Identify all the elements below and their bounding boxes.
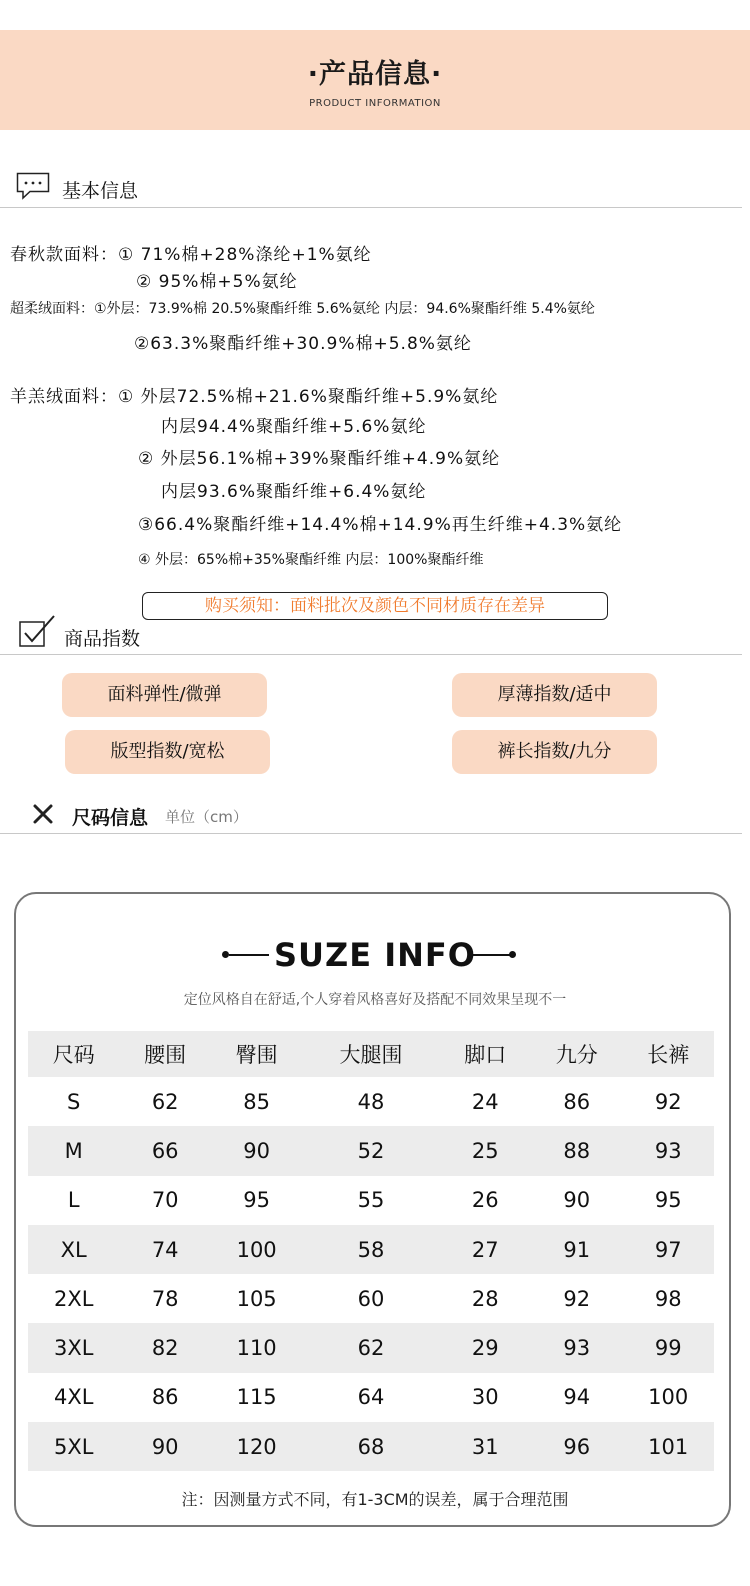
cell: 62 (302, 1323, 439, 1372)
table-row (28, 1422, 714, 1471)
cell: 115 (236, 1385, 277, 1410)
column-header: 长裤 (622, 1031, 714, 1077)
cell: 100 (648, 1385, 689, 1410)
table-row (28, 1373, 714, 1422)
cell: 52 (302, 1126, 439, 1175)
index-pill-fit: 版型指数/宽松 (65, 730, 270, 774)
cell: 26 (471, 1188, 499, 1213)
divider (0, 207, 742, 208)
column-header: 臀围 (211, 1031, 302, 1077)
cell: 82 (119, 1323, 210, 1372)
table-row (28, 1274, 714, 1323)
fabric-line: 内层93.6%聚酯纤维+6.4%氨纶 (161, 482, 427, 502)
cell: 27 (440, 1225, 531, 1274)
cell: XL (28, 1225, 119, 1274)
fabric-line: 春秋款面料：① 71%棉+28%涤纶+1%氨纶 (10, 245, 372, 265)
purchase-notice: 购买须知：面料批次及颜色不同材质存在差异 (142, 592, 608, 620)
cell: 24 (471, 1089, 499, 1114)
cell: 101 (622, 1422, 714, 1471)
cell: 30 (471, 1385, 499, 1410)
cell: 90 (119, 1422, 210, 1471)
cell: 86 (151, 1385, 179, 1410)
cell: 68 (302, 1422, 439, 1471)
cell: S (67, 1089, 81, 1114)
cell: 55 (357, 1188, 385, 1213)
cell: M (28, 1126, 119, 1175)
close-x-icon (32, 803, 54, 825)
cell: 74 (119, 1225, 210, 1274)
cell: 3XL (28, 1323, 119, 1372)
fabric-line: 超柔绒面料：①外层：73.9%棉 20.5%聚酯纤维 5.6%氨纶 内层：94.6%聚酯纤维 5.4%氨纶 (10, 301, 595, 317)
cell: 96 (531, 1422, 622, 1471)
divider (0, 654, 742, 655)
cell: 60 (357, 1286, 385, 1311)
cell: 100 (211, 1225, 302, 1274)
speech-bubble-icon (16, 172, 50, 200)
cell: 25 (440, 1126, 531, 1175)
page-title: ·产品信息· (307, 59, 443, 90)
cell: 86 (563, 1089, 591, 1114)
cell: 78 (151, 1286, 179, 1311)
table-row (28, 1126, 714, 1175)
index-pill-thickness: 厚薄指数/适中 (452, 673, 657, 717)
cell: 88 (531, 1126, 622, 1175)
fabric-line: ② 外层56.1%棉+39%聚酯纤维+4.9%氨纶 (138, 449, 501, 469)
table-row (28, 1323, 714, 1372)
index-pill-elasticity: 面料弹性/微弹 (62, 673, 267, 717)
column-header: 脚口 (440, 1031, 531, 1077)
table-row (28, 1077, 714, 1126)
cell: 66 (119, 1126, 210, 1175)
cell: 85 (243, 1089, 270, 1114)
section-title-basic: 基本信息 (62, 180, 139, 202)
table-header-row (28, 1031, 714, 1077)
divider (0, 833, 742, 834)
size-card-title: SUZE INFO (274, 936, 476, 974)
cell: 58 (302, 1225, 439, 1274)
section-title-size: 尺码信息 (72, 807, 149, 829)
fabric-line: ③66.4%聚酯纤维+14.4%棉+14.9%再生纤维+4.3%氨纶 (138, 515, 623, 535)
cell: 92 (654, 1089, 682, 1114)
cell: 29 (440, 1323, 531, 1372)
table-row (28, 1176, 714, 1225)
cell: 4XL (54, 1385, 94, 1410)
cell: 5XL (28, 1422, 119, 1471)
cell: 97 (622, 1225, 714, 1274)
cell: 92 (563, 1286, 591, 1311)
cell: 95 (654, 1188, 682, 1213)
cell: 2XL (54, 1286, 94, 1311)
size-table (28, 1031, 714, 1471)
section-title-index: 商品指数 (64, 628, 141, 650)
cell: 120 (211, 1422, 302, 1471)
fabric-line: ②63.3%聚酯纤维+30.9%棉+5.8%氨纶 (134, 334, 472, 354)
cell: 48 (357, 1089, 385, 1114)
fabric-line: 羊羔绒面料：① 外层72.5%棉+21.6%聚酯纤维+5.9%氨纶 (10, 387, 499, 407)
measurement-footnote: 注：因测量方式不同，有1-3CM的误差，属于合理范围 (181, 1490, 569, 1509)
cell: 93 (531, 1323, 622, 1372)
cell: 95 (243, 1188, 270, 1213)
cell: 94 (563, 1385, 591, 1410)
cell: 93 (622, 1126, 714, 1175)
fabric-line: 内层94.4%聚酯纤维+5.6%氨纶 (161, 417, 427, 437)
cell: 31 (440, 1422, 531, 1471)
cell: 99 (622, 1323, 714, 1372)
column-header: 尺码 (28, 1031, 119, 1077)
cell: 28 (471, 1286, 499, 1311)
cell: 90 (563, 1188, 591, 1213)
cell: 64 (357, 1385, 385, 1410)
cell: 90 (211, 1126, 302, 1175)
index-pill-length: 裤长指数/九分 (452, 730, 657, 774)
cell: 91 (531, 1225, 622, 1274)
cell: L (67, 1188, 80, 1213)
cell: 105 (236, 1286, 277, 1311)
cell: 62 (151, 1089, 179, 1114)
column-header: 腰围 (119, 1031, 210, 1077)
unit-label: 单位（cm） (165, 808, 248, 826)
column-header: 九分 (531, 1031, 622, 1077)
cell: 110 (211, 1323, 302, 1372)
cell: 98 (654, 1286, 682, 1311)
page-subtitle: PRODUCT INFORMATION (309, 98, 441, 109)
cell: 70 (151, 1188, 179, 1213)
size-card-subtitle: 定位风格自在舒适,个人穿着风格喜好及搭配不同效果呈现不一 (183, 992, 567, 1008)
fabric-line: ④ 外层：65%棉+35%聚酯纤维 内层：100%聚酯纤维 (138, 552, 484, 568)
column-header: 大腿围 (302, 1031, 439, 1077)
fabric-line: ② 95%棉+5%氨纶 (136, 272, 298, 292)
table-row (28, 1225, 714, 1274)
checkbox-check-icon (18, 614, 58, 648)
